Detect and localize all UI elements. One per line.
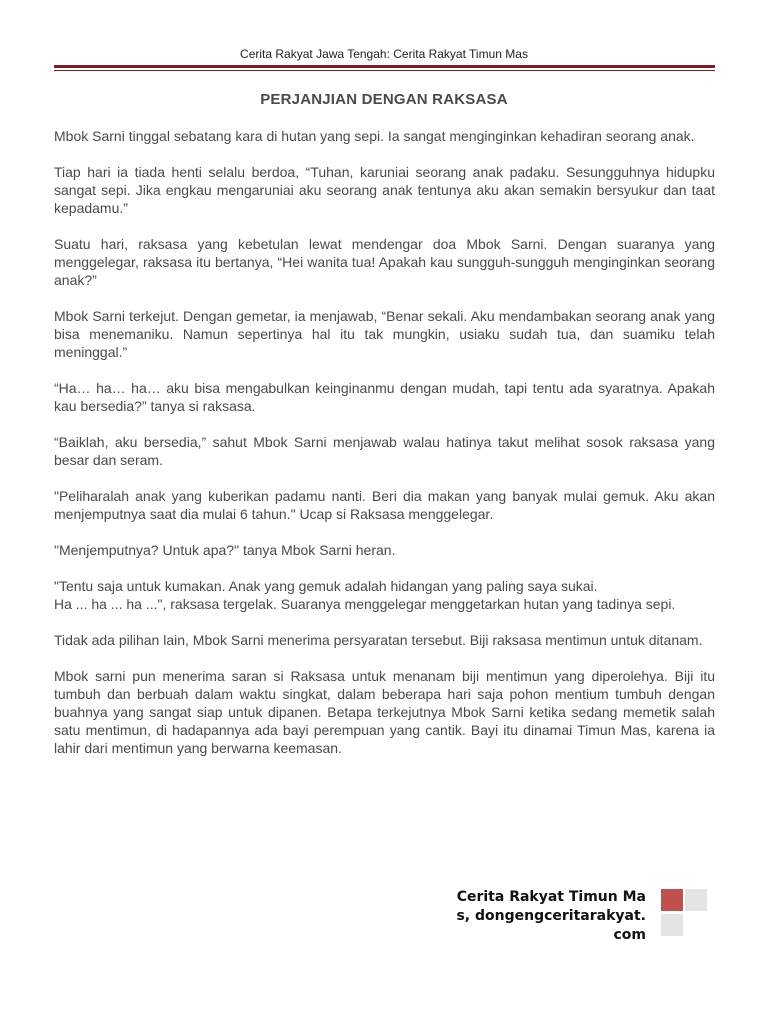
paragraph-8: "Menjemputnya? Untuk apa?" tanya Mbok Sarni heran. <box>54 542 396 558</box>
paragraph-5: “Ha… ha… ha… aku bisa mengabulkan keinginanmu dengan mudah, tapi tentu ada syaratnya. Apakah kau bersedia?” tanya si raksasa. <box>54 380 715 414</box>
section-title: PERJANJIAN DENGAN RAKSASA <box>260 91 508 108</box>
decorative-square-red <box>661 889 683 911</box>
header-rule-thick <box>54 65 715 68</box>
story-body <box>54 127 715 775</box>
paragraph-3: Suatu hari, raksasa yang kebetulan lewat mendengar doa Mbok Sarni. Dengan suaranya yang menggelegar, raksasa itu bertanya, “Hei wanita tua! Apakah kau sungguh-sungguh menginginkan seorang anak?” <box>54 236 715 288</box>
paragraph-7: "Peliharalah anak yang kuberikan padamu nanti. Beri dia makan yang banyak mulai gemuk. Aku akan menjemputnya saat dia mulai 6 tahun." Ucap si Raksasa menggelegar. <box>54 488 715 522</box>
paragraph-9 <box>54 577 715 613</box>
header-rule-thin <box>54 70 715 71</box>
paragraph-1: Mbok Sarni tinggal sebatang kara di hutan yang sepi. Ia sangat menginginkan kehadiran seorang anak. <box>54 128 695 144</box>
decorative-square-gray <box>685 889 707 911</box>
paragraph-6: “Baiklah, aku bersedia,” sahut Mbok Sarni menjawab walau hatinya takut melihat sosok raksasa yang besar dan seram. <box>54 434 715 468</box>
decorative-square-gray <box>661 914 683 936</box>
paragraph-9-line-1: "Tentu saja untuk kumakan. Anak yang gemuk adalah hidangan yang paling saya sukai. <box>54 578 598 594</box>
paragraph-9-line-2: Ha ... ha ... ha ...", raksasa tergelak. Suaranya menggelegar menggetarkan hutan yang tadinya sepi. <box>54 596 676 612</box>
paragraph-11: Mbok sarni pun menerima saran si Raksasa untuk menanam biji mentimun yang diperolehya. Biji itu tumbuh dan berbuah dalam waktu singkat, dalam beberapa hari saja pohon mentium tumbuh dengan buahnya yang sangat siap untuk dipanen. Betapa terkejutnya Mbok Sarni ketika sedang memetik salah satu mentimun, di hadapannya ada bayi perempuan yang cantik. Bayi itu dinamai Timun Mas, karena ia lahir dari mentimun yang berwarna keemasan. <box>54 668 715 756</box>
paragraph-10: Tidak ada pilihan lain, Mbok Sarni menerima persyaratan tersebut. Biji raksasa mentimun untuk ditanam. <box>54 632 703 648</box>
paragraph-4: Mbok Sarni terkejut. Dengan gemetar, ia menjawab, “Benar sekali. Aku mendambakan seorang anak yang bisa menemaniku. Namun sepertinya hal itu tak mungkin, usiaku sudah tua, dan suamiku telah meninggal.” <box>54 308 715 360</box>
paragraph-2: Tiap hari ia tiada henti selalu berdoa, “Tuhan, karuniai seorang anak padaku. Sesungguhnya hidupku sangat sepi. Jika engkau mengaruniai aku seorang anak tentunya aku akan semakin bersyukur dan taat kepadamu.” <box>54 164 715 216</box>
running-header: Cerita Rakyat Jawa Tengah: Cerita Rakyat Timun Mas <box>240 47 528 61</box>
footer-credit: Cerita Rakyat Timun Mas, dongengceritarakyat.com <box>456 889 646 943</box>
